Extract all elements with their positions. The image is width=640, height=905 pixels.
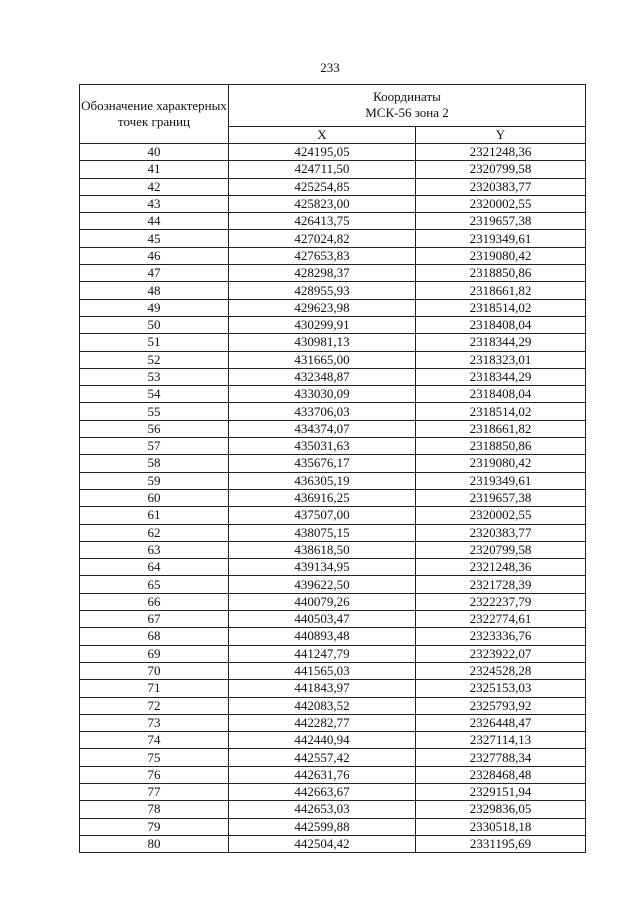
y-coordinate-cell: 2318408,04 bbox=[416, 316, 586, 333]
coordinates-header bbox=[229, 85, 586, 127]
point-id-cell: 73 bbox=[80, 714, 229, 731]
x-coordinate-cell: 435031,63 bbox=[229, 438, 416, 455]
x-coordinate-cell: 442282,77 bbox=[229, 714, 416, 731]
y-coordinate-cell: 2321248,36 bbox=[416, 144, 586, 161]
table-row bbox=[80, 507, 586, 524]
table-row bbox=[80, 230, 586, 247]
y-coordinate-cell: 2325153,03 bbox=[416, 680, 586, 697]
y-coordinate-cell: 2329836,05 bbox=[416, 801, 586, 818]
table-row bbox=[80, 818, 586, 835]
point-id-cell: 67 bbox=[80, 611, 229, 628]
point-id-cell: 78 bbox=[80, 801, 229, 818]
y-coordinate-cell: 2321728,39 bbox=[416, 576, 586, 593]
point-id-cell: 69 bbox=[80, 645, 229, 662]
x-coordinate-cell: 442504,42 bbox=[229, 835, 416, 852]
y-coordinate-cell: 2320002,55 bbox=[416, 195, 586, 212]
point-id-cell: 47 bbox=[80, 265, 229, 282]
x-coordinate-cell: 429623,98 bbox=[229, 299, 416, 316]
y-coordinate-cell: 2323336,76 bbox=[416, 628, 586, 645]
table-row bbox=[80, 662, 586, 679]
x-coordinate-cell: 430981,13 bbox=[229, 334, 416, 351]
x-coordinate-cell: 425254,85 bbox=[229, 178, 416, 195]
point-id-cell: 59 bbox=[80, 472, 229, 489]
x-coordinate-cell: 424195,05 bbox=[229, 144, 416, 161]
point-id-cell: 62 bbox=[80, 524, 229, 541]
x-coordinate-cell: 430299,91 bbox=[229, 316, 416, 333]
table-row bbox=[80, 628, 586, 645]
y-coordinate-cell: 2319349,61 bbox=[416, 472, 586, 489]
table-header bbox=[80, 85, 586, 144]
point-id-cell: 41 bbox=[80, 161, 229, 178]
x-coordinate-cell: 435676,17 bbox=[229, 455, 416, 472]
x-coordinate-cell: 442557,42 bbox=[229, 749, 416, 766]
x-coordinate-cell: 442083,52 bbox=[229, 697, 416, 714]
x-coordinate-cell: 441565,03 bbox=[229, 662, 416, 679]
table-row bbox=[80, 455, 586, 472]
table-row bbox=[80, 576, 586, 593]
table-row bbox=[80, 247, 586, 264]
table-row bbox=[80, 351, 586, 368]
y-coordinate-cell: 2323922,07 bbox=[416, 645, 586, 662]
point-id-cell: 53 bbox=[80, 368, 229, 385]
x-column-header: X bbox=[229, 126, 416, 143]
table-row bbox=[80, 593, 586, 610]
table-row bbox=[80, 161, 586, 178]
y-coordinate-cell: 2319080,42 bbox=[416, 455, 586, 472]
coordinate-system-label: МСК-56 зона 2 bbox=[365, 105, 449, 121]
y-coordinate-cell: 2318344,29 bbox=[416, 334, 586, 351]
y-coordinate-cell: 2318408,04 bbox=[416, 386, 586, 403]
x-coordinate-cell: 436916,25 bbox=[229, 489, 416, 506]
point-id-cell: 51 bbox=[80, 334, 229, 351]
y-coordinate-cell: 2330518,18 bbox=[416, 818, 586, 835]
x-coordinate-cell: 442440,94 bbox=[229, 732, 416, 749]
table-row bbox=[80, 783, 586, 800]
table-row bbox=[80, 195, 586, 212]
y-coordinate-cell: 2327788,34 bbox=[416, 749, 586, 766]
table-row bbox=[80, 645, 586, 662]
point-id-cell: 40 bbox=[80, 144, 229, 161]
point-id-cell: 65 bbox=[80, 576, 229, 593]
point-id-cell: 48 bbox=[80, 282, 229, 299]
point-id-cell: 50 bbox=[80, 316, 229, 333]
y-coordinate-cell: 2318323,01 bbox=[416, 351, 586, 368]
table-row bbox=[80, 265, 586, 282]
y-coordinate-cell: 2318344,29 bbox=[416, 368, 586, 385]
point-id-header: Обозначение характерных точек границ bbox=[80, 85, 229, 144]
point-id-cell: 68 bbox=[80, 628, 229, 645]
table-row bbox=[80, 749, 586, 766]
point-id-cell: 76 bbox=[80, 766, 229, 783]
point-id-cell: 66 bbox=[80, 593, 229, 610]
point-id-cell: 54 bbox=[80, 386, 229, 403]
y-coordinate-cell: 2322237,79 bbox=[416, 593, 586, 610]
table-row bbox=[80, 316, 586, 333]
y-coordinate-cell: 2318514,02 bbox=[416, 299, 586, 316]
x-coordinate-cell: 424711,50 bbox=[229, 161, 416, 178]
y-coordinate-cell: 2325793,92 bbox=[416, 697, 586, 714]
table-row bbox=[80, 178, 586, 195]
table-row bbox=[80, 438, 586, 455]
table-row bbox=[80, 403, 586, 420]
table-row bbox=[80, 213, 586, 230]
y-coordinate-cell: 2318514,02 bbox=[416, 403, 586, 420]
x-coordinate-cell: 437507,00 bbox=[229, 507, 416, 524]
x-coordinate-cell: 440079,26 bbox=[229, 593, 416, 610]
x-coordinate-cell: 436305,19 bbox=[229, 472, 416, 489]
point-id-cell: 72 bbox=[80, 697, 229, 714]
x-coordinate-cell: 427024,82 bbox=[229, 230, 416, 247]
y-column-header: Y bbox=[416, 126, 586, 143]
y-coordinate-cell: 2320799,58 bbox=[416, 161, 586, 178]
point-id-cell: 80 bbox=[80, 835, 229, 852]
point-id-cell: 79 bbox=[80, 818, 229, 835]
point-id-cell: 56 bbox=[80, 420, 229, 437]
point-id-cell: 55 bbox=[80, 403, 229, 420]
x-coordinate-cell: 433030,09 bbox=[229, 386, 416, 403]
x-coordinate-cell: 438075,15 bbox=[229, 524, 416, 541]
page-number: 233 bbox=[320, 60, 340, 75]
point-id-cell: 44 bbox=[80, 213, 229, 230]
table-row bbox=[80, 801, 586, 818]
point-id-cell: 71 bbox=[80, 680, 229, 697]
point-id-cell: 64 bbox=[80, 559, 229, 576]
table-body bbox=[80, 144, 586, 853]
table-row bbox=[80, 611, 586, 628]
x-coordinate-cell: 442663,67 bbox=[229, 783, 416, 800]
y-coordinate-cell: 2322774,61 bbox=[416, 611, 586, 628]
point-id-cell: 63 bbox=[80, 541, 229, 558]
y-coordinate-cell: 2320383,77 bbox=[416, 178, 586, 195]
point-id-cell: 49 bbox=[80, 299, 229, 316]
table-row bbox=[80, 559, 586, 576]
point-id-cell: 77 bbox=[80, 783, 229, 800]
x-coordinate-cell: 440503,47 bbox=[229, 611, 416, 628]
point-id-cell: 58 bbox=[80, 455, 229, 472]
table-row bbox=[80, 697, 586, 714]
table-row bbox=[80, 732, 586, 749]
y-coordinate-cell: 2320799,58 bbox=[416, 541, 586, 558]
point-id-cell: 45 bbox=[80, 230, 229, 247]
point-id-cell: 43 bbox=[80, 195, 229, 212]
table-row bbox=[80, 766, 586, 783]
point-id-cell: 42 bbox=[80, 178, 229, 195]
table-row bbox=[80, 144, 586, 161]
x-coordinate-cell: 440893,48 bbox=[229, 628, 416, 645]
x-coordinate-cell: 442653,03 bbox=[229, 801, 416, 818]
y-coordinate-cell: 2321248,36 bbox=[416, 559, 586, 576]
x-coordinate-cell: 441247,79 bbox=[229, 645, 416, 662]
coordinates-header-title: Координаты bbox=[373, 89, 441, 105]
point-id-cell: 60 bbox=[80, 489, 229, 506]
point-id-cell: 75 bbox=[80, 749, 229, 766]
table-row bbox=[80, 420, 586, 437]
x-coordinate-cell: 428298,37 bbox=[229, 265, 416, 282]
point-id-cell: 61 bbox=[80, 507, 229, 524]
x-coordinate-cell: 433706,03 bbox=[229, 403, 416, 420]
y-coordinate-cell: 2331195,69 bbox=[416, 835, 586, 852]
y-coordinate-cell: 2326448,47 bbox=[416, 714, 586, 731]
y-coordinate-cell: 2318850,86 bbox=[416, 265, 586, 282]
point-id-cell: 46 bbox=[80, 247, 229, 264]
y-coordinate-cell: 2318661,82 bbox=[416, 282, 586, 299]
x-coordinate-cell: 425823,00 bbox=[229, 195, 416, 212]
x-coordinate-cell: 431665,00 bbox=[229, 351, 416, 368]
y-coordinate-cell: 2319657,38 bbox=[416, 213, 586, 230]
table-row bbox=[80, 368, 586, 385]
coordinates-table bbox=[79, 84, 586, 853]
y-coordinate-cell: 2324528,28 bbox=[416, 662, 586, 679]
point-id-cell: 74 bbox=[80, 732, 229, 749]
table-row bbox=[80, 282, 586, 299]
point-id-cell: 70 bbox=[80, 662, 229, 679]
table-row bbox=[80, 524, 586, 541]
table-row bbox=[80, 835, 586, 852]
table-row bbox=[80, 489, 586, 506]
x-coordinate-cell: 442631,76 bbox=[229, 766, 416, 783]
x-coordinate-cell: 428955,93 bbox=[229, 282, 416, 299]
x-coordinate-cell: 427653,83 bbox=[229, 247, 416, 264]
x-coordinate-cell: 434374,07 bbox=[229, 420, 416, 437]
x-coordinate-cell: 439622,50 bbox=[229, 576, 416, 593]
table-row bbox=[80, 680, 586, 697]
x-coordinate-cell: 439134,95 bbox=[229, 559, 416, 576]
table-row bbox=[80, 386, 586, 403]
y-coordinate-cell: 2327114,13 bbox=[416, 732, 586, 749]
point-id-cell: 57 bbox=[80, 438, 229, 455]
x-coordinate-cell: 441843,97 bbox=[229, 680, 416, 697]
y-coordinate-cell: 2319657,38 bbox=[416, 489, 586, 506]
y-coordinate-cell: 2318661,82 bbox=[416, 420, 586, 437]
y-coordinate-cell: 2319349,61 bbox=[416, 230, 586, 247]
table-row bbox=[80, 334, 586, 351]
point-id-cell: 52 bbox=[80, 351, 229, 368]
table-row bbox=[80, 714, 586, 731]
y-coordinate-cell: 2320383,77 bbox=[416, 524, 586, 541]
x-coordinate-cell: 438618,50 bbox=[229, 541, 416, 558]
y-coordinate-cell: 2329151,94 bbox=[416, 783, 586, 800]
y-coordinate-cell: 2319080,42 bbox=[416, 247, 586, 264]
table-row bbox=[80, 541, 586, 558]
y-coordinate-cell: 2318850,86 bbox=[416, 438, 586, 455]
x-coordinate-cell: 432348,87 bbox=[229, 368, 416, 385]
table-row bbox=[80, 472, 586, 489]
y-coordinate-cell: 2320002,55 bbox=[416, 507, 586, 524]
y-coordinate-cell: 2328468,48 bbox=[416, 766, 586, 783]
x-coordinate-cell: 426413,75 bbox=[229, 213, 416, 230]
table-row bbox=[80, 299, 586, 316]
x-coordinate-cell: 442599,88 bbox=[229, 818, 416, 835]
